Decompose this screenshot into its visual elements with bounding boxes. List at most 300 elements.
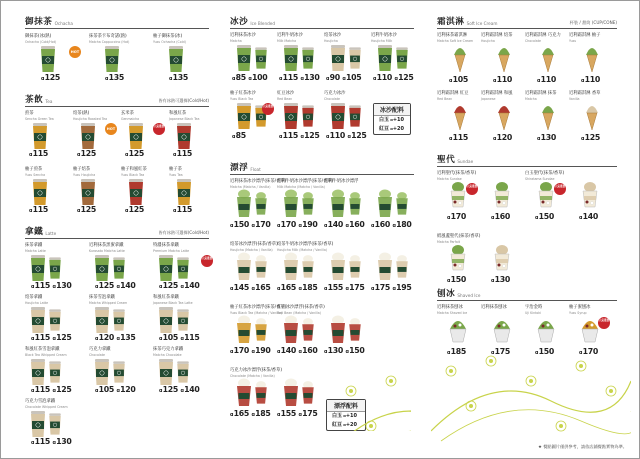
currency-symbol: ɑ [52, 389, 56, 394]
topping-price: +10 [392, 117, 404, 123]
item-name: 近利牛奶冰沙 [371, 33, 397, 38]
currency-symbol: ɑ [277, 224, 281, 229]
section-subtitle: Soft Ice Cream [466, 21, 498, 26]
menu-item[interactable] [153, 294, 215, 342]
item-name: 抹茶巧克力拿鐵 [153, 347, 184, 352]
menu-item[interactable] [277, 241, 334, 292]
price-value-large: 140 [184, 281, 200, 290]
menu-item[interactable] [230, 90, 276, 140]
item-subtitle: Red Bean [277, 97, 293, 101]
price-value: 115 [176, 205, 193, 214]
menu-item[interactable] [324, 32, 370, 82]
menu-item[interactable] [437, 233, 481, 284]
currency-symbol: ɑ [535, 216, 539, 221]
item-price [326, 131, 366, 140]
recommend-badge: 人氣推薦 [201, 255, 213, 267]
item-subtitle: Yuzu Ochacha (Cold) [153, 40, 186, 44]
price-value: 115 [34, 385, 51, 394]
menu-item[interactable] [569, 90, 612, 142]
item-price [230, 409, 270, 418]
toppings-title: 漂浮配料 [327, 400, 365, 412]
currency-symbol: ɑ [447, 279, 451, 284]
section-title: 拿鐵 [25, 227, 44, 237]
section-header [25, 15, 209, 29]
item-name: 近利霜淇淋 紅豆 [437, 91, 469, 96]
item-subtitle: Black Tea Whipped Cream [25, 353, 67, 357]
item-name: 柚子煎茶 [25, 167, 43, 172]
menu-item[interactable] [277, 90, 323, 140]
menu-item[interactable] [89, 346, 151, 394]
item-name: 白玉聖代(抹茶/香草) [525, 171, 565, 176]
float-image [346, 254, 364, 280]
recommend-badge: 人氣推薦 [262, 103, 274, 115]
currency-symbol: ɑ [95, 389, 99, 394]
price-value-large: 125 [304, 131, 320, 140]
menu-item[interactable] [121, 166, 167, 214]
topping-name: 紅豆 [332, 422, 343, 428]
price-value: 125 [584, 133, 601, 142]
price-value-large: 190 [302, 220, 318, 229]
price-value: 115 [452, 133, 469, 142]
topping-price: +20 [345, 422, 357, 428]
price-value: 110 [584, 75, 601, 84]
price-value-large: 160 [302, 346, 318, 355]
menu-item[interactable] [89, 242, 151, 290]
currency-symbol: ɑ [373, 77, 377, 82]
item-name: 御抹茶(冰/熱) [25, 34, 52, 39]
price-value: 140 [280, 346, 297, 355]
item-subtitle: Matcha [230, 39, 242, 43]
item-price [371, 220, 411, 229]
item-price [232, 73, 267, 82]
item-price [159, 281, 199, 290]
price-value-large: 130 [304, 73, 320, 82]
menu-item[interactable] [169, 110, 215, 158]
currency-symbol: ɑ [371, 287, 375, 292]
item-name: 柚子和風紅茶 [121, 167, 147, 172]
item-price [31, 385, 71, 394]
menu-item[interactable] [230, 178, 287, 229]
menu-item[interactable] [153, 242, 215, 290]
cup-image [46, 255, 64, 281]
item-name: 近利聖代(抹茶/香草) [437, 171, 477, 176]
item-name: 近利霜淇淋 柚子 [569, 33, 601, 38]
menu-item[interactable] [437, 170, 480, 221]
item-price [326, 73, 361, 82]
item-subtitle: Kurosato Matcha Latte [89, 249, 125, 253]
topping-row [374, 125, 410, 134]
currency-symbol: ɑ [173, 209, 177, 214]
menu-item[interactable] [25, 346, 87, 394]
price-value: 115 [32, 205, 49, 214]
price-value: 170 [450, 212, 467, 221]
currency-symbol: ɑ [342, 414, 346, 418]
cone-image [493, 101, 515, 131]
item-name: 近利抹茶刨冰 [481, 305, 507, 310]
item-name: 焙茶拿鐵 [25, 295, 43, 300]
price-value-large: 160 [349, 220, 365, 229]
item-name: 近利霜淇淋 和風 [481, 91, 513, 96]
menu-item[interactable] [25, 242, 87, 290]
float-image [299, 380, 317, 406]
currency-symbol: ɑ [116, 337, 120, 342]
item-subtitle: Ochacha (Cold/Hot) [25, 40, 57, 44]
item-subtitle: Houjicha [481, 39, 495, 43]
menu-item[interactable] [569, 32, 612, 84]
menu-item[interactable] [73, 110, 119, 158]
currency-symbol: ɑ [31, 285, 35, 290]
cup-image [110, 307, 128, 333]
item-subtitle: Matcha Chocolate [153, 353, 182, 357]
item-price [581, 75, 600, 84]
currency-symbol: ɑ [537, 79, 541, 84]
currency-symbol: ɑ [300, 77, 304, 82]
currency-symbol: ɑ [159, 389, 163, 394]
currency-symbol: ɑ [279, 77, 283, 82]
price-value: 110 [329, 131, 346, 140]
currency-symbol: ɑ [300, 135, 304, 140]
item-subtitle: Shiratama Sundae [525, 177, 555, 181]
cup-image [174, 255, 192, 281]
price-value-large: 180 [396, 220, 412, 229]
item-price [173, 205, 192, 214]
cup-image [110, 359, 128, 385]
menu-item[interactable] [525, 170, 568, 221]
item-name: 抹茶拿鐵 [25, 243, 43, 248]
currency-symbol: ɑ [392, 287, 396, 292]
currency-symbol: ɑ [180, 285, 184, 290]
currency-symbol: ɑ [41, 77, 45, 82]
item-price [535, 212, 554, 221]
item-price [230, 346, 270, 355]
currency-symbol: ɑ [232, 77, 236, 82]
currency-symbol: ɑ [579, 216, 583, 221]
currency-symbol: ɑ [324, 287, 328, 292]
menu-item[interactable] [25, 166, 71, 214]
price-value: 115 [34, 281, 51, 290]
price-value-large: 125 [351, 131, 367, 140]
menu-item[interactable] [437, 32, 480, 84]
item-price [29, 149, 48, 158]
price-value-large: 185 [255, 409, 271, 418]
menu-item[interactable] [525, 304, 568, 356]
item-price [230, 283, 270, 292]
menu-item[interactable] [481, 90, 524, 142]
item-name: 紙風蓋聖代(抹茶/香草) [437, 234, 481, 239]
price-value: 140 [582, 212, 599, 221]
price-value: 120 [496, 133, 513, 142]
price-value: 165 [280, 283, 297, 292]
float-image [299, 191, 317, 217]
float-image [252, 191, 270, 217]
section-note: 皆有冰熱可選擇(Cold/Hot) [158, 98, 209, 103]
price-value-large: 125 [56, 333, 72, 342]
cup-image [173, 177, 195, 207]
item-subtitle: Chocolate [89, 353, 105, 357]
price-value-large: 105 [345, 73, 362, 82]
currency-symbol: ɑ [173, 153, 177, 158]
currency-symbol: ɑ [251, 350, 255, 355]
price-value: 115 [32, 149, 49, 158]
item-name: 巧克力冰沙漂浮(抹茶/香草) [230, 368, 283, 373]
currency-symbol: ɑ [345, 224, 349, 229]
currency-symbol: ɑ [491, 351, 495, 356]
item-price [41, 73, 60, 82]
item-subtitle: Sencha Green Tea [25, 117, 54, 121]
item-price [279, 131, 319, 140]
menu-item[interactable] [230, 32, 276, 82]
section-subtitle: Ice Blended [250, 21, 275, 26]
currency-symbol: ɑ [394, 77, 398, 82]
menu-item[interactable] [25, 294, 87, 342]
menu-item[interactable] [277, 32, 323, 82]
currency-symbol: ɑ [449, 137, 453, 142]
section-header [230, 161, 414, 175]
item-price [493, 133, 512, 142]
currency-symbol: ɑ [277, 350, 281, 355]
menu-item[interactable] [324, 90, 370, 140]
currency-symbol: ɑ [493, 79, 497, 84]
item-subtitle: Yuzu Houjicha [73, 173, 96, 177]
price-value: 135 [108, 73, 125, 82]
price-value: 110 [540, 75, 557, 84]
price-value: 165 [233, 409, 250, 418]
currency-symbol: ɑ [230, 413, 234, 418]
currency-symbol: ɑ [125, 153, 129, 158]
item-price [491, 212, 510, 221]
currency-symbol: ɑ [537, 137, 541, 142]
section-header [437, 15, 617, 29]
item-price [31, 281, 71, 290]
menu-item[interactable] [437, 90, 480, 142]
item-price [125, 205, 144, 214]
item-subtitle: Matcha Shaved Ice [437, 311, 468, 315]
currency-symbol: ɑ [169, 77, 173, 82]
currency-symbol: ɑ [31, 389, 35, 394]
menu-item[interactable] [525, 90, 568, 142]
item-name: 特濃抹茶拿鐵 [153, 243, 179, 248]
item-name: 宇治金時 [525, 305, 543, 310]
price-value: 125 [44, 73, 61, 82]
item-name: 近利抹茶冰沙 [230, 33, 256, 38]
currency-symbol: ɑ [324, 224, 328, 229]
item-name: 柚子蜜刨冰 [569, 305, 591, 310]
item-name: 近利抹茶霜淇淋 [437, 33, 468, 38]
section-title: 御抹茶 [25, 17, 53, 27]
price-value: 90 [329, 73, 340, 82]
item-subtitle: Genmaicha [121, 117, 140, 121]
menu-item[interactable] [569, 304, 612, 356]
menu-item[interactable] [230, 241, 278, 292]
float-image [346, 191, 364, 217]
shaved-image [535, 315, 557, 345]
cup-image [174, 359, 192, 385]
menu-item[interactable] [153, 346, 215, 394]
price-value: 155 [327, 283, 344, 292]
currency-symbol: ɑ [535, 351, 539, 356]
item-price [277, 409, 317, 418]
item-price [277, 220, 317, 229]
shaved-image [491, 315, 513, 345]
item-name: 近利牛奶冰沙漂浮(抹茶/香草) [277, 179, 334, 184]
cup-image [46, 359, 64, 385]
item-name: 巧克力雪泡拿鐵 [25, 399, 56, 404]
section-title: 霜淇淋 [437, 17, 465, 27]
item-price [579, 212, 598, 221]
sundae-image [491, 181, 513, 211]
menu-item[interactable] [371, 32, 417, 82]
item-subtitle: Houjicha Latte [25, 301, 49, 305]
topping-price: +10 [345, 413, 357, 419]
price-value: 125 [162, 281, 179, 290]
item-subtitle: Chocolate Whipped Cream [25, 405, 68, 409]
item-subtitle: Japanese Black Tea [169, 117, 200, 121]
item-price [447, 212, 466, 221]
menu-item[interactable] [525, 32, 568, 84]
currency-symbol: ɑ [491, 216, 495, 221]
menu-item[interactable] [73, 166, 119, 214]
currency-symbol: ɑ [180, 389, 184, 394]
price-value: 145 [233, 283, 250, 292]
menu-item[interactable] [121, 110, 167, 158]
decorative-swirls-left [331, 371, 411, 431]
price-value: 170 [582, 347, 599, 356]
menu-item[interactable] [481, 304, 524, 356]
item-name: 焙茶牛奶冰沙漂浮(抹茶/香草) [277, 242, 334, 247]
menu-item[interactable] [230, 367, 283, 418]
item-subtitle: Chocolate [525, 39, 541, 43]
menu-item[interactable] [153, 33, 211, 82]
section-title: 漂浮 [230, 163, 249, 173]
price-value: 105 [98, 385, 115, 394]
toppings-title: 冰沙配料 [374, 104, 410, 116]
menu-item[interactable] [277, 304, 325, 355]
section-header [437, 153, 617, 167]
item-name: 近利抹茶刨冰 [437, 305, 463, 310]
item-name: 和風紅茶 [169, 111, 187, 116]
item-subtitle: Red Bean (Matcha / Vanilla) [277, 311, 321, 315]
cup-image [46, 307, 64, 333]
item-subtitle: Matcha Parfait [437, 240, 460, 244]
item-price [371, 283, 411, 292]
menu-item[interactable] [89, 33, 147, 82]
price-value: 150 [233, 220, 250, 229]
cup-image [393, 45, 411, 71]
currency-symbol: ɑ [52, 441, 56, 446]
currency-symbol: ɑ [159, 285, 163, 290]
currency-symbol: ɑ [95, 285, 99, 290]
item-name: 焙茶冰沙 [324, 33, 342, 38]
menu-item[interactable] [25, 33, 83, 82]
price-value: 125 [80, 149, 97, 158]
section-title: 刨冰 [437, 289, 456, 299]
price-value: 110 [376, 73, 393, 82]
price-value: 150 [538, 347, 555, 356]
price-value-large: 165 [255, 283, 271, 292]
currency-symbol: ɑ [581, 137, 585, 142]
cup-image [299, 103, 317, 129]
currency-symbol: ɑ [389, 118, 393, 122]
float-image [393, 254, 411, 280]
item-subtitle: Red Bean [437, 97, 453, 101]
price-value: 130 [494, 275, 511, 284]
item-subtitle: Yuzu Black Tea [121, 173, 145, 177]
price-value-large: 140 [120, 281, 136, 290]
item-name: 紅豆冰沙 [277, 91, 295, 96]
item-subtitle: Houjicha Milk [371, 39, 393, 43]
currency-symbol: ɑ [180, 337, 184, 342]
section-title: 冰沙 [230, 17, 249, 27]
item-price [277, 283, 317, 292]
currency-symbol: ɑ [277, 287, 281, 292]
item-name: 巧克力拿鐵 [89, 347, 111, 352]
item-price [169, 73, 188, 82]
menu-item[interactable] [324, 178, 370, 229]
menu-item[interactable] [277, 178, 334, 229]
menu-item[interactable] [89, 294, 151, 342]
section-subtitle: Tea [45, 99, 53, 104]
item-price [537, 133, 556, 142]
item-subtitle: Matcha [525, 97, 537, 101]
item-subtitle: Matcha (Matcha / Vanilla) [230, 185, 271, 189]
price-value: 115 [282, 131, 299, 140]
currency-symbol: ɑ [279, 135, 283, 140]
item-subtitle: Japanese [481, 97, 496, 101]
price-value: 155 [280, 409, 297, 418]
price-value-large: 120 [120, 385, 136, 394]
cup-image [46, 411, 64, 437]
price-value-large: 140 [184, 385, 200, 394]
cone-image [493, 43, 515, 73]
price-value-large: 130 [56, 437, 72, 446]
decorative-swirls [431, 351, 631, 446]
float-image [299, 254, 317, 280]
menu-item[interactable] [25, 398, 87, 446]
cup-image [77, 121, 99, 151]
menu-item[interactable] [169, 166, 215, 214]
currency-symbol: ɑ [230, 350, 234, 355]
topping-name: 白玉 [332, 413, 343, 419]
item-price [230, 220, 270, 229]
price-value-large: 150 [349, 346, 365, 355]
currency-symbol: ɑ [326, 135, 330, 140]
currency-symbol: ɑ [116, 389, 120, 394]
item-name: 巧克力冰沙 [324, 91, 346, 96]
price-value: 150 [538, 212, 555, 221]
toppings-box [373, 103, 411, 135]
currency-symbol: ɑ [326, 77, 330, 82]
menu-item[interactable] [481, 32, 524, 84]
section-header [230, 15, 414, 29]
menu-item[interactable] [230, 304, 287, 355]
price-value-large: 115 [184, 333, 200, 342]
currency-symbol: ɑ [159, 337, 163, 342]
item-name: 柚子紅茶冰沙 [230, 91, 256, 96]
hot-badge: HOT [105, 123, 117, 135]
menu-item[interactable] [437, 304, 480, 356]
float-image [393, 191, 411, 217]
menu-item[interactable] [25, 110, 71, 158]
currency-symbol: ɑ [125, 209, 129, 214]
section-title: 茶飲 [25, 95, 44, 105]
item-name: 近利霜淇淋 巧克力 [525, 33, 561, 38]
item-name: 柚子焙茶 [73, 167, 91, 172]
price-value-large: 170 [255, 220, 271, 229]
cup-image [125, 121, 147, 151]
price-value: 160 [494, 212, 511, 221]
currency-symbol: ɑ [232, 135, 236, 140]
currency-symbol: ɑ [579, 351, 583, 356]
